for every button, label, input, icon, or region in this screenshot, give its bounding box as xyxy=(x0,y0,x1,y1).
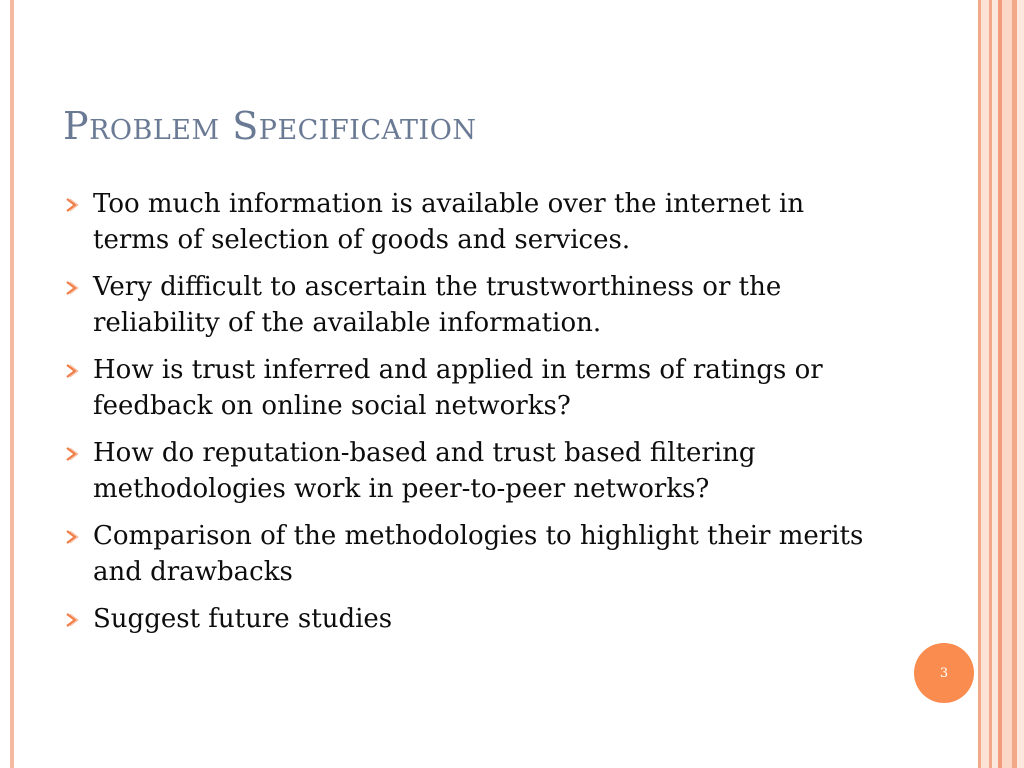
bullet-item xyxy=(64,269,874,341)
chevron-right-icon xyxy=(64,444,80,464)
bullet-item xyxy=(64,518,874,590)
bullet-text: Comparison of the methodologies to highlight their merits and drawbacks xyxy=(93,521,864,587)
left-border-decoration xyxy=(0,0,14,768)
chevron-right-icon xyxy=(64,361,80,381)
page-number: 3 xyxy=(939,665,949,681)
slide-title: Problem Specification xyxy=(63,104,477,148)
bullet-item xyxy=(64,186,874,258)
page-number-badge xyxy=(914,643,974,703)
border-stripe xyxy=(1017,0,1024,768)
bullet-text: Too much information is available over the internet in terms of selection of goods and services. xyxy=(93,189,805,255)
chevron-right-icon xyxy=(64,278,80,298)
border-stripe xyxy=(1002,0,1012,768)
border-stripe xyxy=(981,0,989,768)
bullet-item xyxy=(64,435,874,507)
bullet-text: Suggest future studies xyxy=(93,604,393,634)
chevron-right-icon xyxy=(64,195,80,215)
chevron-right-icon xyxy=(64,610,80,630)
right-border-stripes xyxy=(978,0,1024,768)
bullet-list xyxy=(64,186,874,648)
bullet-item xyxy=(64,352,874,424)
bullet-text: How do reputation-based and trust based filtering methodologies work in peer-to-peer networks? xyxy=(93,438,756,504)
chevron-right-icon xyxy=(64,527,80,547)
bullet-text: Very difficult to ascertain the trustworthiness or the reliability of the available information. xyxy=(93,272,782,338)
bullet-item xyxy=(64,601,874,637)
bullet-text: How is trust inferred and applied in terms of ratings or feedback on online social networks? xyxy=(93,355,823,421)
